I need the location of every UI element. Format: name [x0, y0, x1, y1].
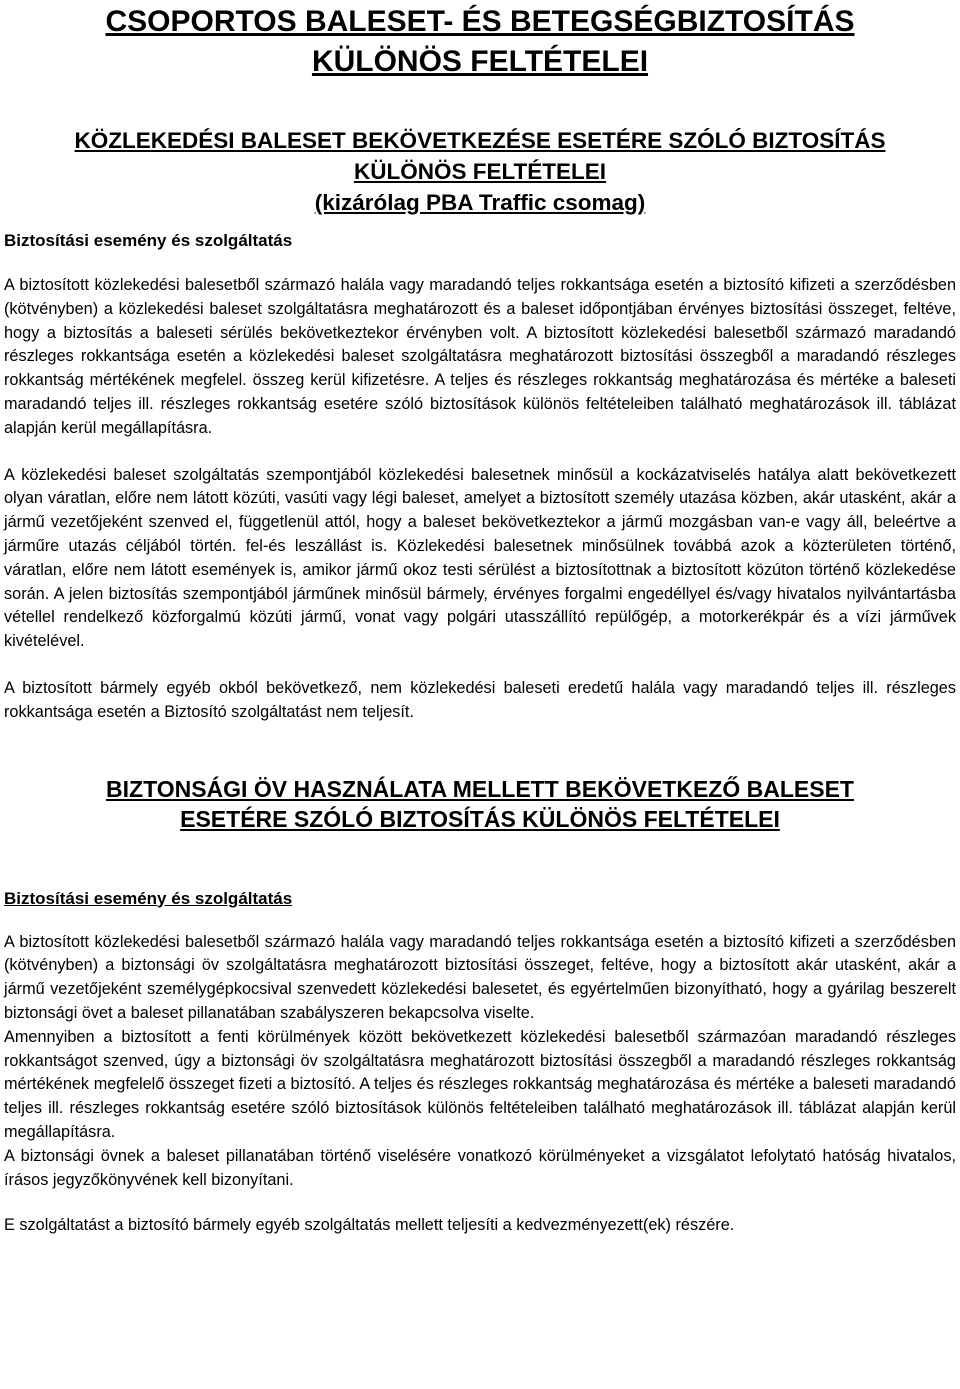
section1-title-line1: KÖZLEKEDÉSI BALESET BEKÖVETKEZÉSE ESETÉRE SZÓLÓ BIZTOSÍTÁS	[74, 128, 886, 153]
section1-title	[4, 125, 956, 218]
section-traffic-accident	[4, 125, 956, 725]
section1-title-line2: KÜLÖNÖS FELTÉTELEI	[353, 159, 607, 184]
section2-title-line1: BIZTONSÁGI ÖV HASZNÁLATA MELLETT BEKÖVETKEZŐ BALESET	[106, 775, 854, 802]
section2-heading-text: Biztosítási esemény és szolgáltatás	[4, 888, 293, 908]
section2-paragraph3: A biztonsági övnek a baleset pillanatában történő viselésére vonatkozó körülményeket a vizsgálatot lefolytató hatóság hivatalos, írásos jegyzőkönyvének kell bizonyítani.	[4, 1146, 956, 1189]
section2-title-line2: ESETÉRE SZÓLÓ BIZTOSÍTÁS KÜLÖNÖS FELTÉTELEI	[180, 805, 780, 832]
section2-heading	[4, 888, 956, 910]
main-title-line2: KÜLÖNÖS FELTÉTELEI	[311, 45, 649, 78]
document-page	[0, 2, 960, 1389]
section1-title-line3: (kizárólag PBA Traffic csomag)	[314, 190, 646, 215]
section2-title	[4, 774, 956, 834]
section-seatbelt	[4, 774, 956, 1239]
section1-paragraph2: A közlekedési baleset szolgáltatás szempontjából közlekedési balesetnek minősül a kockázatviselés hatálya alatt bekövetkezett olyan váratlan, előre nem látott közúti, vasúti vagy légi baleset, amelyet a biztosított személy utazása közben, akár utasként, akár a jármű vezetőjeként szenved el, függetlenül attól, hogy a baleset bekövetkeztekor a jármű mozgásban van-e vagy áll, beleértve a járműre utazás céljából történ. fel-és leszállást is. Közlekedési balesetnek minősülnek továbbá azok a közterületen történő, váratlan, előre nem látott események is, amikor jármű okoz testi sérülést a biztosítottnak a biztosított közúton történő közlekedése során. A jelen biztosítás szempontjából járműnek minősül bármely, érvényes forgalmi engedéllyel és/vagy hivatalos nyilvántartásba vétellel rendelkező közforgalmú közúti jármű, vonat vagy polgári utasszállító repülőgép, a motorkerékpár és a vízi járművek kivételével.	[4, 465, 956, 651]
section2-paragraph4: E szolgáltatást a biztosító bármely egyéb szolgáltatás mellett teljesíti a kedvezményezett(ek) részére.	[4, 1216, 735, 1235]
section1-paragraph3: A biztosított bármely egyéb okból bekövetkező, nem közlekedési baleseti eredetű halála vagy maradandó teljes ill. részleges rokkantsága esetén a Biztosító szolgáltatást nem teljesít.	[4, 678, 956, 721]
section2-paragraph2: Amennyiben a biztosított a fenti körülmények között bekövetkezett közlekedési balesetből származóan maradandó részleges rokkantságot szenved, úgy a biztonsági öv szolgáltatásra meghatározott biztosítási összegből a maradandó részleges rokkantság mértékének megfelelő összeget fizeti a biztosító. A teljes és részleges rokkantság meghatározása és mértéke a baleseti maradandó teljes ill. részleges rokkantság esetére szóló biztosítások különös feltételeiben található meghatározások ill. táblázat alapján kerül megállapításra.	[4, 1027, 956, 1141]
main-title-line1: CSOPORTOS BALESET- ÉS BETEGSÉGBIZTOSÍTÁS	[105, 5, 855, 38]
section2-paragraph1: A biztosított közlekedési balesetből származó halála vagy maradandó teljes rokkantsága esetén a biztosító kifizeti a szerződésben (kötvényben) a biztonsági öv szolgáltatásra meghatározott biztosítási összeget, feltéve, hogy a biztosított akár utasként, akár a jármű vezetőjeként személygépkocsival szenvedett közlekedési balesetet, és egyértelműen bizonyítható, hogy a gyárilag beszerelt biztonsági övet a baleset pillanatában szabályszeren bekapcsolva viselte.	[4, 932, 956, 1022]
main-title	[4, 2, 956, 82]
section1-heading: Biztosítási esemény és szolgáltatás	[4, 231, 293, 250]
section1-paragraph1: A biztosított közlekedési balesetből származó halála vagy maradandó teljes rokkantsága esetén a biztosító kifizeti a szerződésben (kötvényben) a közlekedési baleset szolgáltatásra meghatározott és a baleset időpontjában érvényes biztosítási összeget, feltéve, hogy a biztosítás a baleseti sérülés bekövetkeztekor érvényben volt. A biztosított közlekedési balesetből származó maradandó részleges rokkantsága esetén a közlekedési baleset szolgáltatásra meghatározott biztosítási összegből a maradandó részleges rokkantság mértékének megfelel. összeg kerül kifizetésre. A teljes és részleges rokkantság meghatározása és mértéke a baleseti maradandó teljes ill. részleges rokkantság esetére szóló biztosítások különös feltételeiben található meghatározások ill. táblázat alapján kerül megállapításra.	[4, 276, 956, 437]
